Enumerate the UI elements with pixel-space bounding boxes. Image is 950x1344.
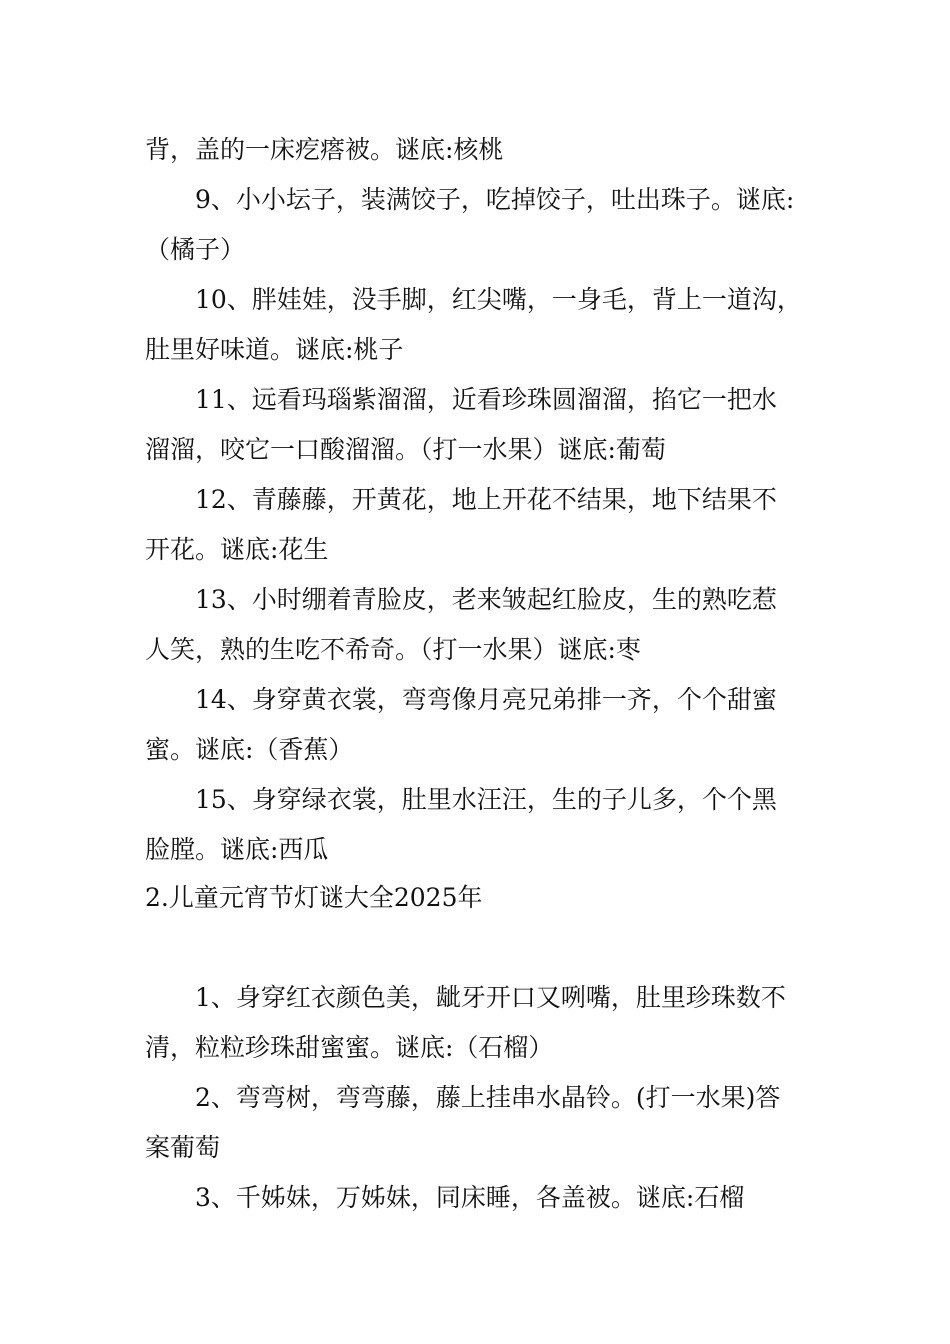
text-line: 案葡萄 [145, 1133, 221, 1162]
riddle-item: 14、身穿黄衣裳，弯弯像月亮兄弟排一齐，个个甜蜜 [195, 685, 777, 714]
text-line: 脸膛。谜底:西瓜 [145, 835, 329, 864]
riddle-item: 12、青藤藤，开黄花，地上开花不结果，地下结果不 [195, 485, 777, 514]
text-line: 开花。谜底:花生 [145, 535, 329, 564]
text-line: 溜溜，咬它一口酸溜溜。（打一水果）谜底:葡萄 [145, 435, 666, 464]
section-heading: 2.儿童元宵节灯谜大全2025年 [145, 883, 483, 912]
text-line: 人笑，熟的生吃不希奇。（打一水果）谜底:枣 [145, 635, 641, 664]
riddle-item: 2、弯弯树，弯弯藤，藤上挂串水晶铃。(打一水果)答 [195, 1083, 781, 1112]
text-line: （橘子） [145, 235, 246, 264]
riddle-item: 10、胖娃娃，没手脚，红尖嘴，一身毛，背上一道沟， [195, 285, 802, 314]
riddle-item: 3、千姊妹，万姊妹，同床睡，各盖被。谜底:石榴 [195, 1183, 745, 1212]
text-line: 蜜。谜底:（香蕉） [145, 735, 354, 764]
text-line: 背，盖的一床疙瘩被。谜底:核桃 [145, 135, 504, 164]
riddle-item: 9、小小坛子，装满饺子，吃掉饺子，吐出珠子。谜底: [195, 185, 795, 214]
riddle-item: 11、远看玛瑙紫溜溜，近看珍珠圆溜溜，掐它一把水 [195, 385, 777, 414]
riddle-item: 13、小时绷着青脸皮，老来皱起红脸皮，生的熟吃惹 [195, 585, 777, 614]
text-line: 清，粒粒珍珠甜蜜蜜。谜底:（石榴） [145, 1033, 554, 1062]
riddle-item: 15、身穿绿衣裳，肚里水汪汪，生的子儿多，个个黑 [195, 785, 777, 814]
riddle-item: 1、身穿红衣颜色美，龇牙开口又咧嘴，肚里珍珠数不 [195, 983, 786, 1012]
text-line: 肚里好味道。谜底:桃子 [145, 335, 404, 364]
